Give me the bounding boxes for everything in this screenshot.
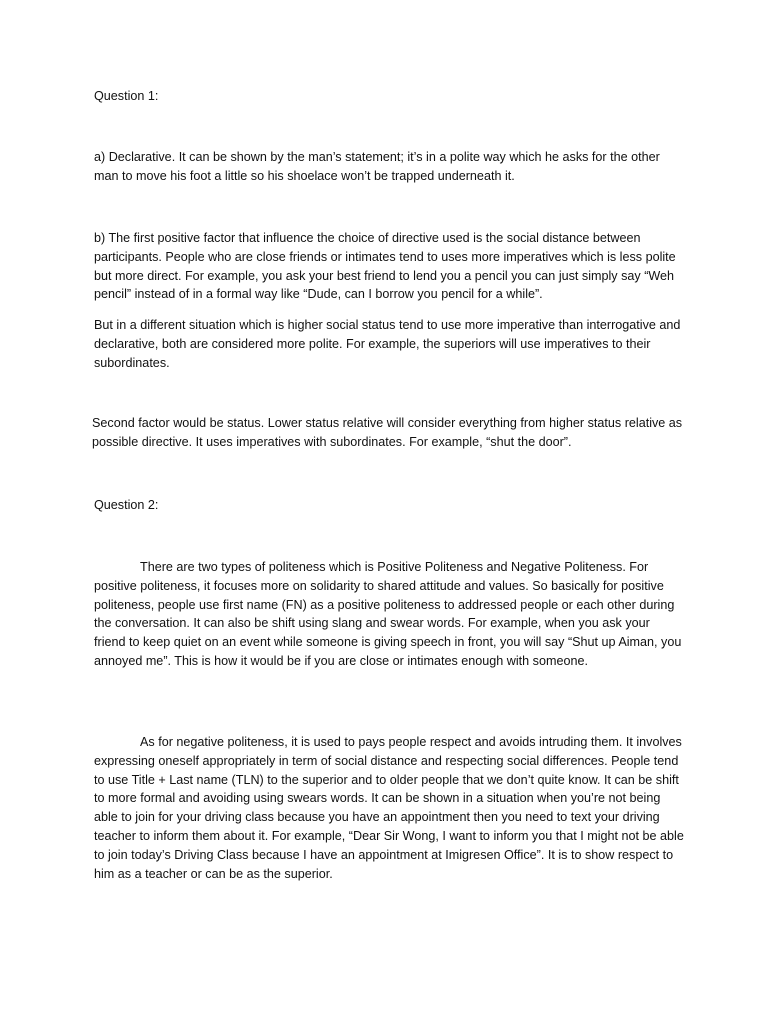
- answer-1a-paragraph: a) Declarative. It can be shown by the man’s statement; it’s in a polite way which he asks for the other man to move his foot a little so his shoelace won’t be trapped underneath it.: [94, 150, 660, 183]
- answer-1b-paragraph-2: But in a different situation which is higher social status tend to use more imperative than interrogative and declarative, both are considered more polite. For example, the superiors will use imperatives to their subordinates.: [94, 318, 681, 370]
- answer-2-paragraph-2: As for negative politeness, it is used to pays people respect and avoids intruding them. It involves expressing oneself appropriately in term of social distance and respecting social differences. People tend to use Title + Last name (TLN) to the superior and to older people that we don’t quite know. It can be shift to more formal and avoiding using swears words. It can be shown in a situation when you’re not being able to join for your driving class because you have an appointment then you need to text your driving teacher to inform them about it. For example, “Dear Sir Wong, I want to inform you that I might not be able to join today’s Driving Class because I have an appointment at Imigresen Office”. It is to show respect to him as a teacher or can be as the superior.: [94, 735, 684, 881]
- answer-2-paragraph-1: There are two types of politeness which is Positive Politeness and Negative Politeness. For positive politeness, it focuses more on solidarity to shared attitude and values. So basically for positive politeness, people use first name (FN) as a positive politeness to addressed people or each other during the conversation. It can also be shift using slang and swear words. For example, when you ask your friend to keep quiet on an event while someone is giving speech in front, you will say “Shut up Aiman, you annoyed me”. This is how it would be if you are close or intimates enough with someone.: [94, 560, 682, 668]
- question-2-heading: Question 2:: [94, 498, 159, 512]
- answer-1b-paragraph-3: Second factor would be status. Lower status relative will consider everything from higher status relative as possible directive. It uses imperatives with subordinates. For example, “shut the door”.: [92, 416, 683, 449]
- question-1-heading: Question 1:: [94, 89, 159, 103]
- answer-1b-paragraph-1: b) The first positive factor that influence the choice of directive used is the social distance between participants. People who are close friends or intimates tend to uses more imperatives which is less polite but more direct. For example, you ask your best friend to lend you a pencil you can just simply say “Weh pencil” instead of in a formal way like “Dude, can I borrow you pencil for a while”.: [94, 231, 676, 302]
